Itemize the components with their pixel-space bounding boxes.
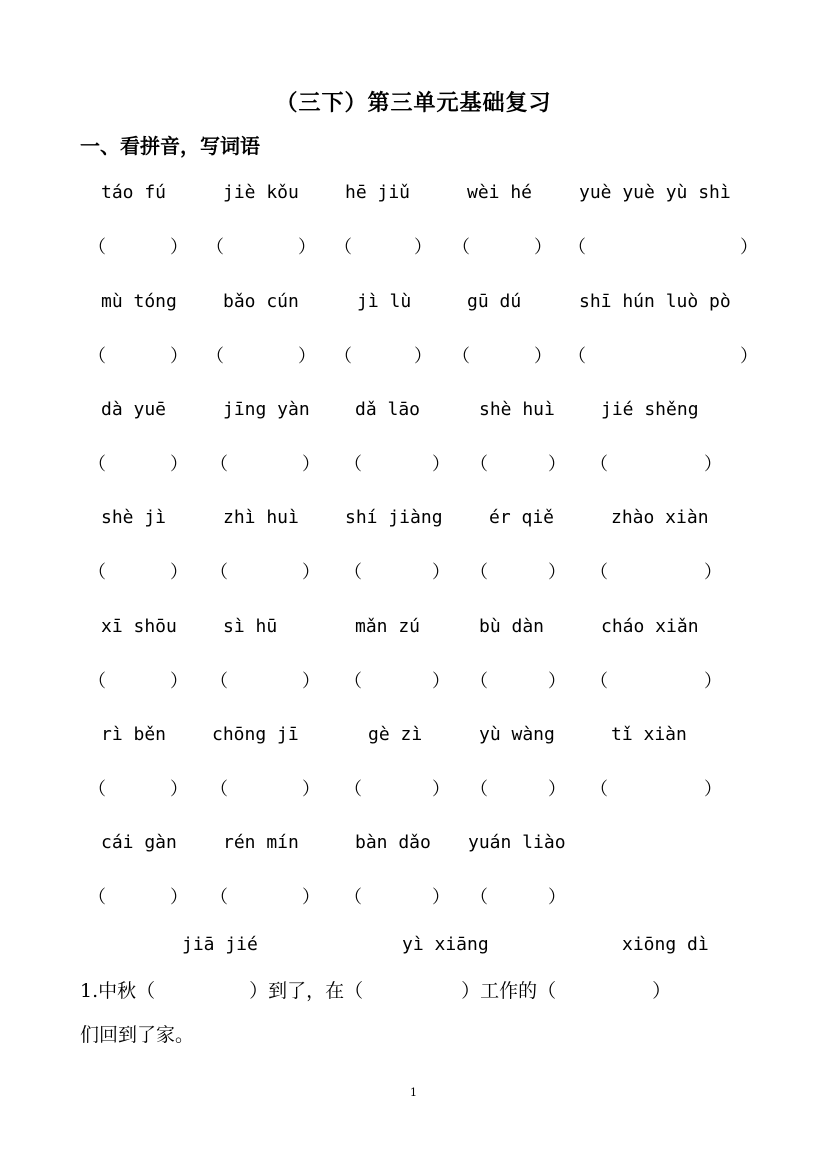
answer-paren-close: ）	[302, 454, 320, 475]
answer-blank[interactable]	[588, 233, 740, 257]
pinyin-prompt: jié shěng	[601, 399, 699, 420]
pinyin-prompt: gū dú	[467, 291, 522, 312]
answer-blank[interactable]	[364, 667, 432, 691]
answer-paren-close: ）	[302, 562, 320, 583]
answer-paren-close: ）	[302, 671, 320, 692]
answer-blank[interactable]	[364, 883, 432, 907]
sentence-line	[80, 976, 671, 1003]
answer-paren-open: （	[334, 346, 352, 367]
answer-paren-open: （	[344, 562, 362, 583]
pinyin-prompt: hē jiǔ	[345, 182, 411, 203]
answer-paren-close: ）	[548, 887, 566, 908]
answer-blank[interactable]	[490, 558, 548, 582]
sentence-text: ）工作的（	[461, 980, 557, 1002]
answer-blank[interactable]	[108, 558, 170, 582]
sentence-pinyin: jiā jié	[182, 934, 258, 955]
answer-paren-open: （	[590, 779, 608, 800]
pinyin-prompt: sì hū	[223, 616, 278, 637]
answer-paren-open: （	[210, 454, 228, 475]
answer-blank[interactable]	[610, 775, 704, 799]
sentence-text: ）到了，在（	[249, 980, 364, 1002]
answer-paren-close: ）	[302, 887, 320, 908]
answer-paren-close: ）	[704, 562, 722, 583]
pinyin-prompt: bàn dǎo	[355, 832, 431, 853]
answer-blank[interactable]	[490, 883, 548, 907]
answer-blank[interactable]	[230, 450, 302, 474]
answer-blank[interactable]	[108, 342, 170, 366]
answer-blank[interactable]	[230, 775, 302, 799]
pinyin-prompt: cái gàn	[101, 832, 177, 853]
answer-paren-open: （	[210, 779, 228, 800]
answer-paren-close: ）	[534, 346, 552, 367]
pinyin-prompt: shè jì	[101, 507, 167, 528]
answer-paren-open: （	[206, 346, 224, 367]
answer-paren-close: ）	[414, 237, 432, 258]
answer-paren-close: ）	[414, 346, 432, 367]
answer-paren-close: ）	[170, 887, 188, 908]
answer-paren-close: ）	[302, 779, 320, 800]
pinyin-prompt: tǐ xiàn	[611, 724, 687, 745]
answer-blank[interactable]	[364, 558, 432, 582]
pinyin-prompt: jì lù	[357, 291, 412, 312]
answer-paren-close: ）	[432, 887, 450, 908]
answer-blank[interactable]	[472, 233, 534, 257]
answer-paren-open: （	[210, 887, 228, 908]
answer-paren-close: ）	[548, 779, 566, 800]
answer-blank[interactable]	[230, 883, 302, 907]
answer-paren-open: （	[344, 671, 362, 692]
answer-paren-close: ）	[298, 346, 316, 367]
answer-blank[interactable]	[490, 775, 548, 799]
pinyin-prompt: xī shōu	[101, 616, 177, 637]
answer-paren-close: ）	[704, 454, 722, 475]
answer-paren-close: ）	[704, 779, 722, 800]
answer-blank[interactable]	[108, 233, 170, 257]
answer-paren-open: （	[470, 779, 488, 800]
pinyin-prompt: bǎo cún	[223, 291, 299, 312]
answer-paren-close: ）	[432, 454, 450, 475]
answer-paren-close: ）	[170, 779, 188, 800]
pinyin-prompt: mǎn zú	[355, 616, 421, 637]
pinyin-prompt: cháo xiǎn	[601, 616, 699, 637]
answer-blank[interactable]	[354, 342, 414, 366]
answer-blank[interactable]	[610, 450, 704, 474]
pinyin-prompt: zhào xiàn	[611, 507, 709, 528]
pinyin-prompt: gè zì	[368, 724, 423, 745]
answer-paren-open: （	[88, 562, 106, 583]
answer-blank[interactable]	[588, 342, 740, 366]
answer-blank[interactable]	[490, 450, 548, 474]
sentence-line: 们回到了家。	[80, 1024, 195, 1046]
answer-blank[interactable]	[230, 667, 302, 691]
answer-paren-open: （	[344, 454, 362, 475]
answer-paren-open: （	[452, 237, 470, 258]
pinyin-prompt: rén mín	[223, 832, 299, 853]
answer-paren-open: （	[88, 454, 106, 475]
answer-paren-open: （	[88, 671, 106, 692]
answer-paren-open: （	[590, 671, 608, 692]
answer-paren-open: （	[568, 237, 586, 258]
answer-paren-open: （	[210, 562, 228, 583]
pinyin-prompt: yuán liào	[468, 832, 566, 853]
pinyin-prompt: ér qiě	[489, 507, 555, 528]
pinyin-prompt: shī hún luò pò	[579, 291, 731, 312]
page-number: 1	[410, 1086, 417, 1099]
pinyin-prompt: shè huì	[479, 399, 555, 420]
answer-paren-open: （	[470, 671, 488, 692]
section-heading: 一、看拼音，写词语	[80, 134, 260, 158]
answer-paren-open: （	[88, 779, 106, 800]
answer-blank[interactable]	[108, 883, 170, 907]
pinyin-prompt: bù dàn	[479, 616, 545, 637]
answer-blank[interactable]	[354, 233, 414, 257]
answer-blank[interactable]	[108, 775, 170, 799]
answer-paren-open: （	[210, 671, 228, 692]
answer-blank[interactable]	[610, 558, 704, 582]
pinyin-prompt: jīng yàn	[223, 399, 310, 420]
answer-paren-close: ）	[704, 671, 722, 692]
answer-paren-open: （	[88, 346, 106, 367]
answer-paren-close: ）	[432, 779, 450, 800]
answer-paren-close: ）	[432, 671, 450, 692]
answer-paren-open: （	[452, 346, 470, 367]
pinyin-prompt: táo fú	[101, 182, 167, 203]
answer-paren-close: ）	[432, 562, 450, 583]
answer-blank[interactable]	[472, 342, 534, 366]
answer-paren-open: （	[344, 779, 362, 800]
sentence-pinyin: xiōng dì	[622, 934, 709, 955]
answer-paren-close: ）	[170, 562, 188, 583]
answer-paren-open: （	[568, 346, 586, 367]
pinyin-prompt: wèi hé	[467, 182, 533, 203]
pinyin-prompt: mù tóng	[101, 291, 177, 312]
answer-paren-open: （	[470, 454, 488, 475]
answer-blank[interactable]	[108, 450, 170, 474]
answer-paren-open: （	[334, 237, 352, 258]
answer-blank[interactable]	[226, 342, 298, 366]
pinyin-prompt: rì běn	[101, 724, 167, 745]
answer-paren-close: ）	[534, 237, 552, 258]
pinyin-prompt: zhì huì	[223, 507, 299, 528]
answer-paren-open: （	[88, 237, 106, 258]
answer-paren-close: ）	[548, 671, 566, 692]
answer-paren-open: （	[470, 887, 488, 908]
answer-blank[interactable]	[108, 667, 170, 691]
page-title: （三下）第三单元基础复习	[275, 90, 552, 116]
answer-paren-close: ）	[170, 454, 188, 475]
answer-blank[interactable]	[364, 775, 432, 799]
answer-paren-close: ）	[170, 346, 188, 367]
sentence-text: ）	[652, 980, 672, 1002]
answer-paren-open: （	[590, 454, 608, 475]
answer-blank[interactable]	[230, 558, 302, 582]
sentence-pinyin: yì xiāng	[402, 934, 489, 955]
answer-paren-open: （	[590, 562, 608, 583]
answer-paren-close: ）	[170, 671, 188, 692]
answer-paren-close: ）	[548, 454, 566, 475]
pinyin-prompt: yuè yuè yù shì	[579, 182, 731, 203]
answer-paren-open: （	[470, 562, 488, 583]
pinyin-prompt: shí jiàng	[345, 507, 443, 528]
pinyin-prompt: jiè kǒu	[223, 182, 299, 203]
pinyin-prompt: yù wàng	[479, 724, 555, 745]
answer-paren-close: ）	[170, 237, 188, 258]
answer-blank[interactable]	[490, 667, 548, 691]
answer-paren-close: ）	[740, 346, 758, 367]
answer-paren-close: ）	[548, 562, 566, 583]
answer-blank[interactable]	[364, 450, 432, 474]
answer-paren-open: （	[344, 887, 362, 908]
answer-paren-close: ）	[298, 237, 316, 258]
answer-blank[interactable]	[226, 233, 298, 257]
sentence-text: 1.中秋（	[80, 980, 156, 1002]
answer-paren-open: （	[88, 887, 106, 908]
pinyin-prompt: dà yuē	[101, 399, 167, 420]
pinyin-prompt: dǎ lāo	[355, 399, 421, 420]
answer-paren-open: （	[206, 237, 224, 258]
pinyin-prompt: chōng jī	[212, 724, 299, 745]
answer-blank[interactable]	[610, 667, 704, 691]
answer-paren-close: ）	[740, 237, 758, 258]
